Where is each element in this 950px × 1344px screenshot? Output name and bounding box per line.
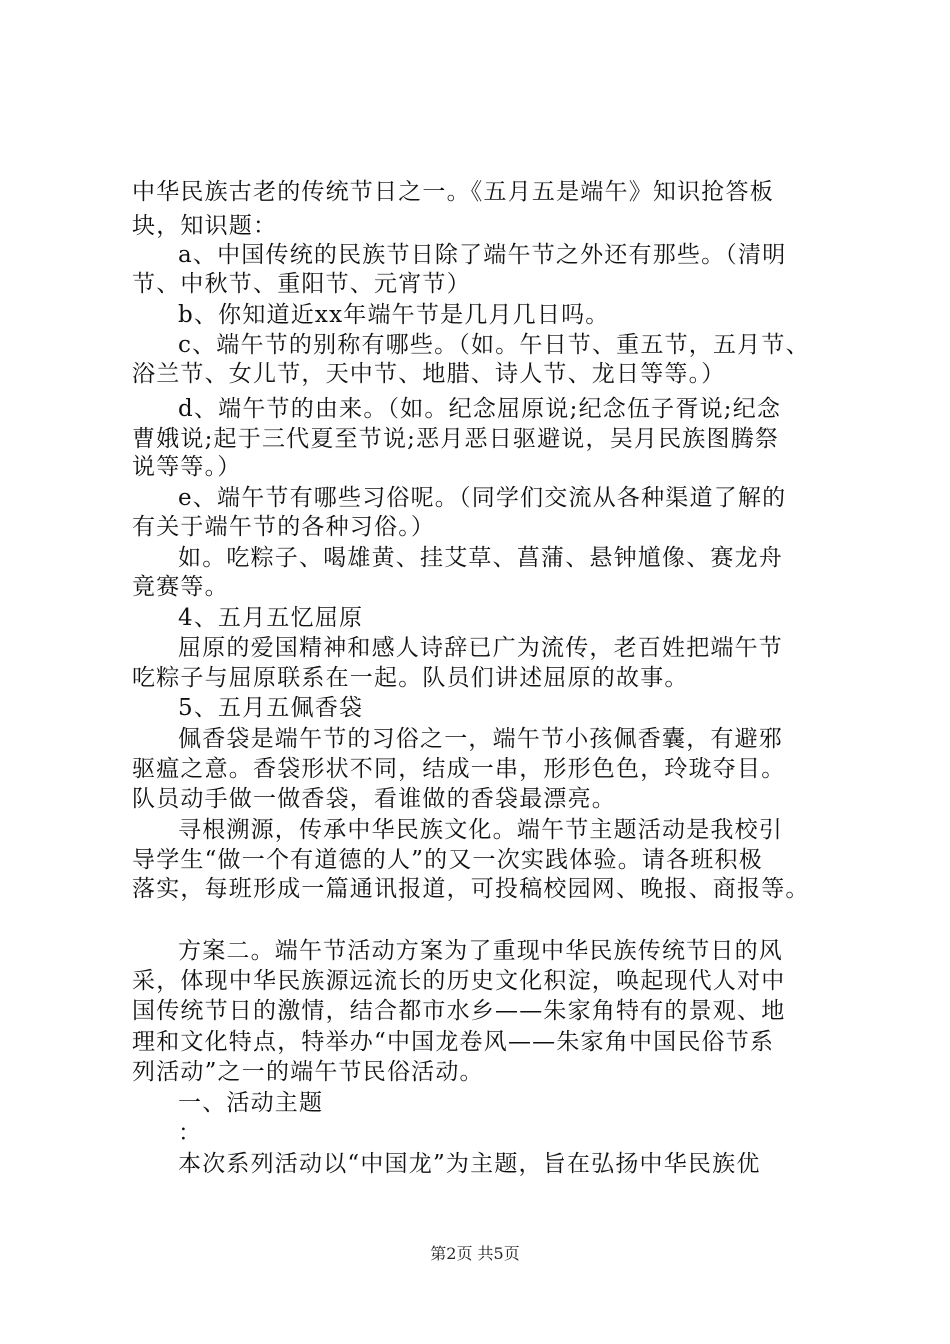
text-line: 节、中秋节、重阳节、元宵节） [132,271,471,297]
text-line: 块，知识题： [132,213,278,239]
text-line: 吃粽子与屈原联系在一起。队员们讲述屈原的故事。 [132,665,689,691]
text-line: a、中国传统的民族节日除了端午节之外还有那些。（清明 [178,242,787,268]
text-line: d、端午节的由来。（如。纪念屈原说;纪念伍子胥说;纪念 [178,396,782,422]
text-line: e、端午节有哪些习俗呢。（同学们交流从各种渠道了解的 [178,485,787,511]
text-line: 方案二。端午节活动方案为了重现中华民族传统节日的风 [178,938,783,964]
section-heading: 一、活动主题 [178,1090,324,1116]
text-line: 采，体现中华民族源远流长的历史文化积淀，唤起现代人对中 [132,968,786,994]
text-line: 浴兰节、女儿节，天中节、地腊、诗人节、龙日等等。） [132,361,726,387]
section-heading: 4、五月五忆屈原 [178,605,364,631]
text-line: 驱瘟之意。香袋形状不同，结成一串，形形色色，玲珑夺目。 [132,756,786,782]
text-line: 落实，每班形成一篇通讯报道，可投稿校园网、晚报、商报等。 [132,876,810,902]
text-line: ： [178,1120,203,1146]
text-line: 导学生“做一个有道德的人”的又一次实践体验。请各班积极 [132,847,763,873]
text-line: 说等等。） [132,454,242,480]
text-line: 列活动”之一的端午节民俗活动。 [132,1059,484,1085]
text-line: 如。吃粽子、喝雄黄、挂艾草、菖蒲、悬钟馗像、赛龙舟 [178,545,783,571]
section-heading: 5、五月五佩香袋 [178,695,364,721]
page-footer: 第2页 共5页 [430,1244,520,1263]
text-line: 队员动手做一做香袋，看谁做的香袋最漂亮。 [132,786,616,812]
text-line: 本次系列活动以“中国龙”为主题，旨在弘扬中华民族优 [178,1151,761,1177]
text-line: c、端午节的别称有哪些。（如。午日节、重五节，五月节、 [178,332,810,358]
text-line: 佩香袋是端午节的习俗之一，端午节小孩佩香囊，有避邪 [178,726,783,752]
text-line: 曹娥说;起于三代夏至节说;恶月恶日驱避说，吴月民族图腾祭 [132,426,780,452]
text-line: 理和文化特点，特举办“中国龙卷风——朱家角中国民俗节系 [132,1029,775,1055]
text-line: 竟赛等。 [132,574,229,600]
text-line: 寻根溯源，传承中华民族文化。端午节主题活动是我校引 [178,817,783,843]
text-line: b、你知道近xx年端午节是几月几日吗。 [178,302,610,328]
text-line: 屈原的爱国精神和感人诗辞已广为流传，老百姓把端午节 [178,635,783,661]
text-line: 中华民族古老的传统节日之一。《五月五是端午》知识抢答板 [132,179,774,205]
text-line: 有关于端午节的各种习俗。） [132,514,436,540]
text-line: 国传统节日的激情，结合都市水乡——朱家角特有的景观、地 [132,998,786,1024]
